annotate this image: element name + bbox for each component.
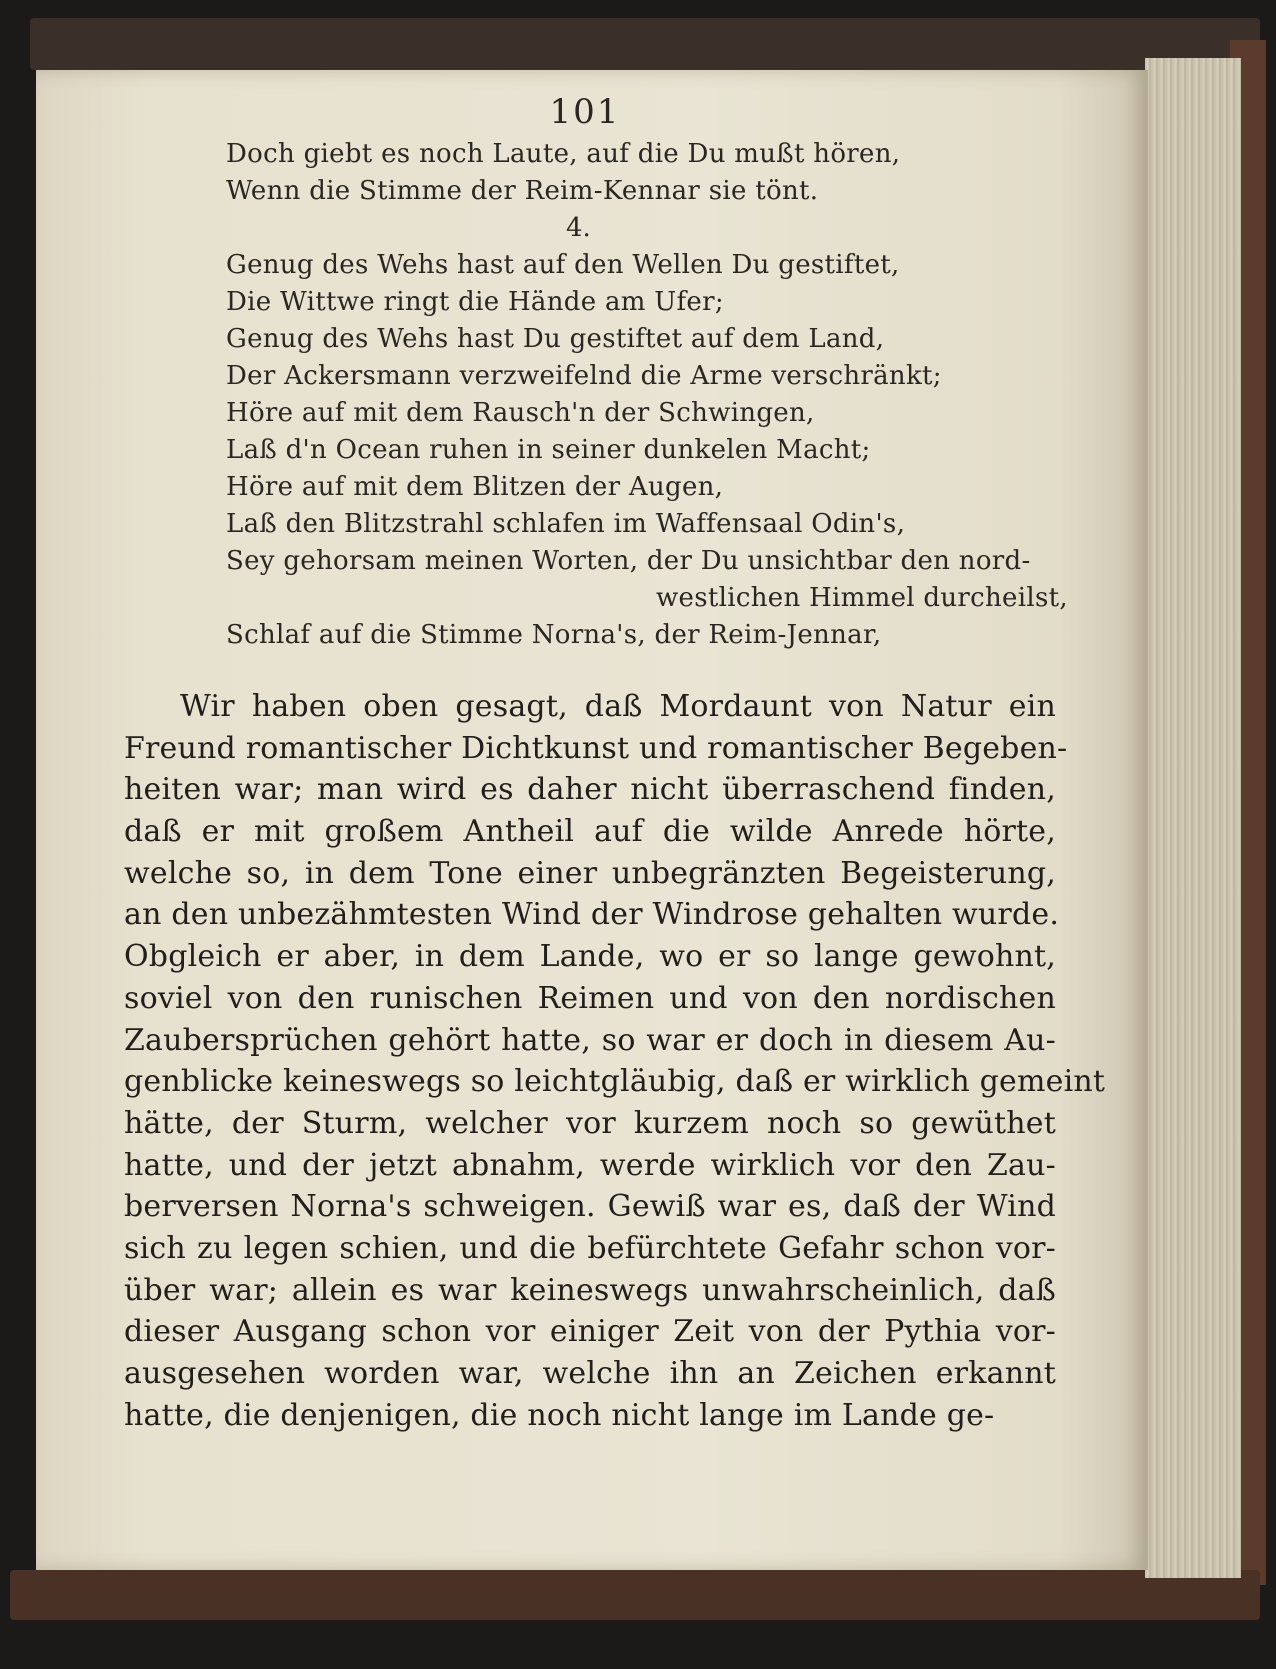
prose-line: sich zu legen schien, und die befürchtete Gefahr schon vor- [124,1230,1056,1266]
prose-line: daß er mit großem Antheil auf die wilde Anrede hörte, [124,814,1056,850]
prose-line: heiten war; man wird es daher nicht überraschend finden, [124,772,1056,808]
poem-line: Schlaf auf die Stimme Norna's, der Reim-Jennar, [226,620,882,650]
poem-block [226,136,1106,654]
poem-line: Die Wittwe ringt die Hände am Ufer; [226,287,724,317]
poem-line: Laß den Blitzstrahl schlafen im Waffensaal Odin's, [226,509,906,539]
prose-line: dieser Ausgang schon vor einiger Zeit von der Pythia vor- [124,1314,1056,1350]
poem-line: Laß d'n Ocean ruhen in seiner dunkelen Macht; [226,435,871,465]
prose-line: hatte, und der jetzt abnahm, werde wirklich vor den Zau- [124,1147,1056,1183]
poem-line: Sey gehorsam meinen Worten, der Du unsichtbar den nord- [226,546,1031,576]
prose-line: ausgesehen worden war, welche ihn an Zeichen erkannt [124,1356,1056,1391]
poem-line: Der Ackersmann verzweifelnd die Arme verschränkt; [226,361,942,391]
poem-line: Höre auf mit dem Blitzen der Augen, [226,472,724,502]
poem-line: Wenn die Stimme der Reim-Kennar sie tönt. [226,176,819,206]
poem-line: Höre auf mit dem Rausch'n der Schwingen, [226,398,815,428]
prose-line: genblicke keineswegs so leichtgläubig, daß er wirklich gemeint [124,1064,1106,1100]
prose-line: soviel von den runischen Reimen und von den nordischen [124,980,1056,1016]
poem-line: Genug des Wehs hast Du gestiftet auf dem Land, [226,324,885,354]
page-stack-edges [1145,58,1241,1578]
prose-line: hätte, der Sturm, welcher vor kurzem noch so gewüthet [124,1105,1056,1141]
prose-line: hatte, die denjenigen, die noch nicht lange im Lande ge- [124,1397,995,1433]
prose-line: berversen Norna's schweigen. Gewiß war es, daß der Wind [124,1189,1056,1225]
book-cover-top-edge [30,18,1260,70]
prose-line: Wir haben oben gesagt, daß Mordaunt von Natur ein [180,689,1056,724]
poem-line: Genug des Wehs hast auf den Wellen Du gestiftet, [226,250,900,280]
prose-line: über war; allein es war keineswegs unwahrscheinlich, daß [124,1272,1056,1308]
prose-line: Freund romantischer Dichtkunst und romantischer Begeben- [124,730,1068,766]
prose-line: an den unbezähmtesten Wind der Windrose gehalten wurde. [124,897,1060,933]
poem-line-continuation: westlichen Himmel durcheilst, [656,583,1068,613]
prose-line: welche so, in dem Tone einer unbegränzten Begeisterung, [124,855,1056,891]
book-cover-bottom-edge [10,1570,1260,1620]
page-number: 101 [549,92,621,132]
prose-line: Obgleich er aber, in dem Lande, wo er so lange gewohnt, [124,939,1056,975]
prose-line: Zaubersprüchen gehört hatte, so war er doch in diesem Au- [124,1022,1056,1058]
stanza-number: 4. [566,213,591,243]
poem-line: Doch giebt es noch Laute, auf die Du mußt hören, [226,139,901,169]
prose-paragraph [124,686,1106,1436]
